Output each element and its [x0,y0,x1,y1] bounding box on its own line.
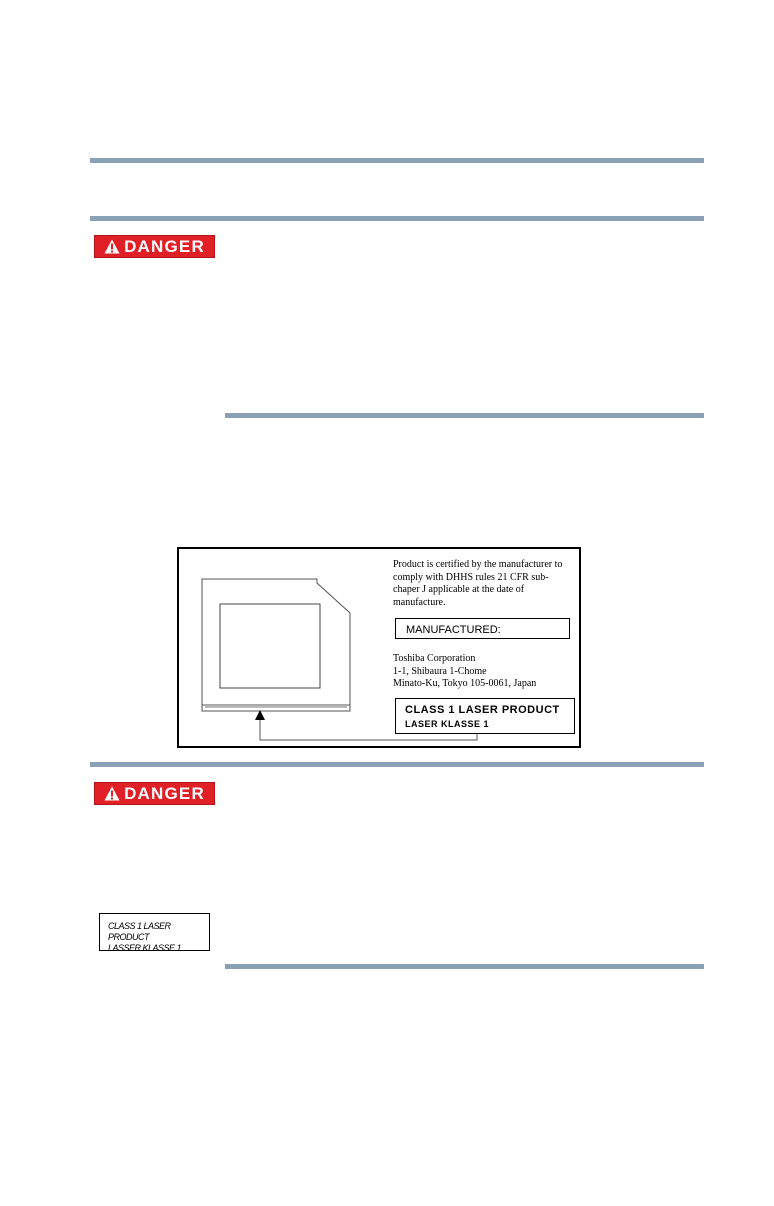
section-divider [90,762,704,767]
certification-line: chaper J applicable at the date of [393,584,525,595]
address-line: Minato-Ku, Tokyo 105-0061, Japan [393,678,537,689]
warning-triangle-icon [104,239,120,254]
danger-label: DANGER [124,784,205,803]
address-line: Toshiba Corporation [393,653,476,664]
address-line: 1-1, Shibaura 1-Chome [393,665,487,677]
class-1-laser-small-label [99,913,210,951]
laser-label-figure [177,547,581,748]
section-divider-top [90,158,704,163]
section-divider-end [225,964,704,969]
certification-line: manufacture. [393,596,446,608]
certification-line: comply with DHHS rules 21 CFR sub- [393,571,549,583]
danger-badge [94,782,215,805]
drive-outline [202,579,350,711]
class-label-line: CLASS 1 LASER PRODUCT [405,704,560,716]
certification-text [393,559,579,609]
small-label-line: CLASS 1 LASER PRODUCT [108,921,171,942]
small-label-line: LASSER KLASSE 1 [108,943,182,953]
warning-triangle-icon [104,786,120,801]
class-label-line: LASER KLASSE 1 [405,719,490,729]
manufacturer-address [393,653,536,691]
drive-window [220,604,320,688]
danger-label: DANGER [124,237,205,256]
manufactured-field: MANUFACTURED: [395,618,570,639]
section-divider [90,216,704,221]
danger-badge [94,235,215,258]
certification-line: Product is certified by the manufacturer to [393,559,563,570]
class-1-laser-label [395,698,575,734]
section-divider-end [225,413,704,418]
